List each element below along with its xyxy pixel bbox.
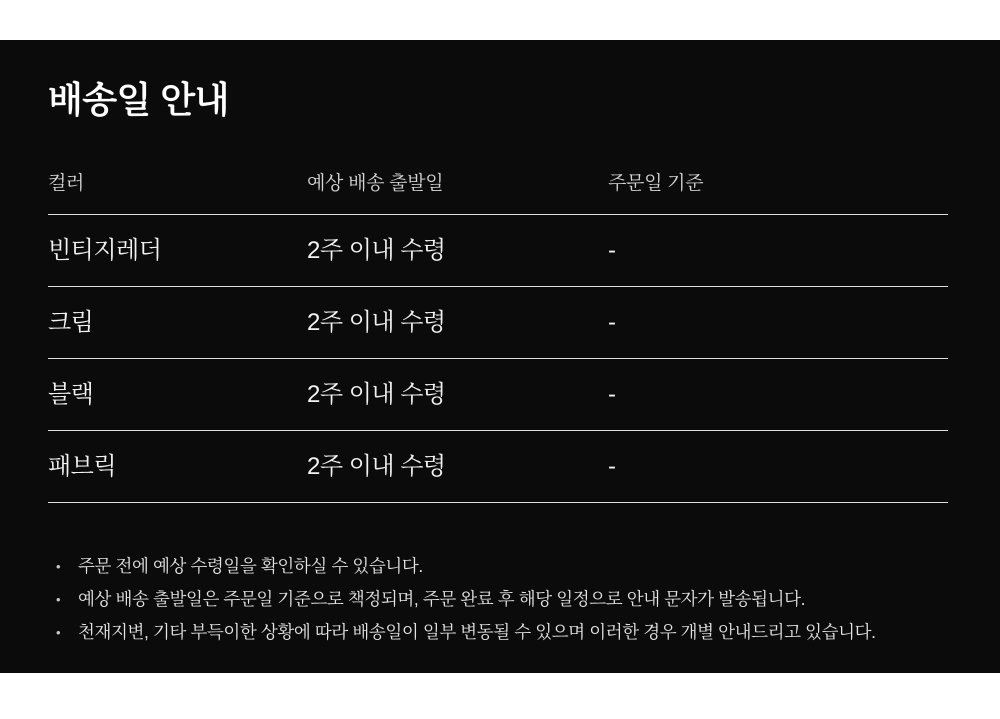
row-order-basis: - xyxy=(608,308,616,336)
column-header-color: 컬러 xyxy=(48,173,85,194)
row-ship-date: 2주 이내 수령 xyxy=(307,452,446,480)
note-text: 예상 배송 출발일은 주문일 기준으로 책정되며, 주문 완료 후 해당 일정으로 안내 문자가 발송됩니다. xyxy=(78,589,806,609)
table-row xyxy=(48,215,948,287)
row-ship-date: 2주 이내 수령 xyxy=(307,236,446,264)
column-header-ship-date: 예상 배송 출발일 xyxy=(307,173,444,194)
row-order-basis: - xyxy=(608,380,616,408)
note-text: 천재지변, 기타 부득이한 상황에 따라 배송일이 일부 변동될 수 있으며 이러한 경우 개별 안내드리고 있습니다. xyxy=(78,622,876,642)
row-order-basis: - xyxy=(608,452,616,480)
list-item xyxy=(48,616,948,649)
row-color-name: 크림 xyxy=(48,308,94,336)
page-title: 배송일 안내 xyxy=(48,79,229,120)
table-row xyxy=(48,287,948,359)
table-row xyxy=(48,431,948,503)
row-ship-date: 2주 이내 수령 xyxy=(307,380,446,408)
row-ship-date: 2주 이내 수령 xyxy=(307,308,446,336)
row-color-name: 패브릭 xyxy=(48,452,117,480)
list-item xyxy=(48,583,948,616)
row-color-name: 블랙 xyxy=(48,380,94,408)
list-item xyxy=(48,550,948,583)
column-header-order-basis: 주문일 기준 xyxy=(608,173,704,194)
top-white-strip xyxy=(0,0,1000,40)
note-text: 주문 전에 예상 수령일을 확인하실 수 있습니다. xyxy=(78,556,423,576)
shipping-table xyxy=(48,122,948,503)
table-row xyxy=(48,359,948,431)
notes-list xyxy=(48,550,948,649)
shipping-info-panel xyxy=(0,40,1000,673)
bullet-icon: • xyxy=(56,592,61,607)
row-order-basis: - xyxy=(608,236,616,264)
bullet-icon: • xyxy=(56,625,61,640)
row-color-name: 빈티지레더 xyxy=(48,236,162,264)
bullet-icon: • xyxy=(56,559,61,574)
table-header-row xyxy=(48,122,948,215)
